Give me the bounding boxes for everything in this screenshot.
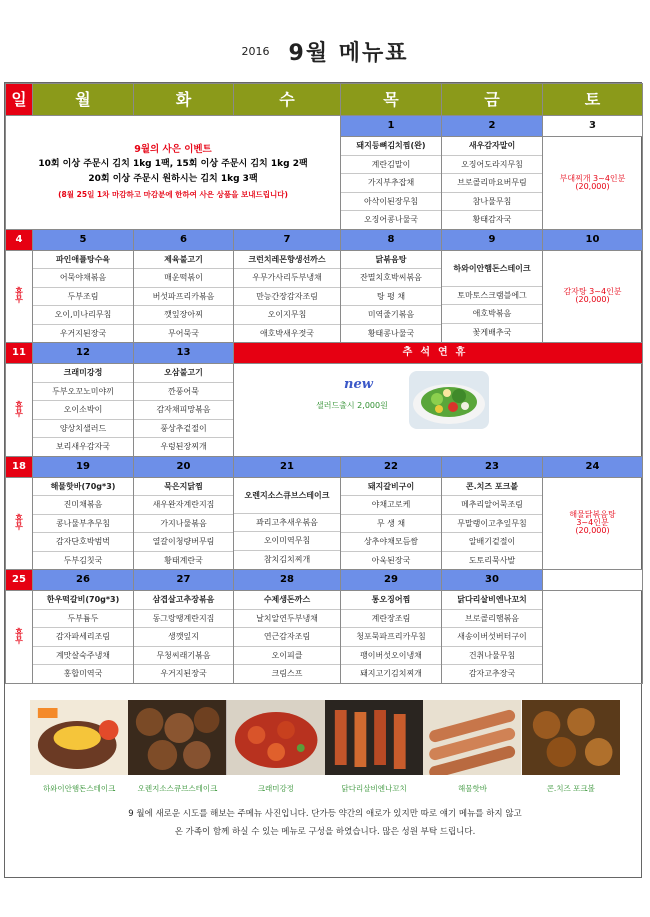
week3-dates [6,343,643,364]
sat-special: 부대찌개 3~4인분 (20,000) [543,137,643,230]
salad-price: 샐러드출시 2,000원 [316,401,388,410]
menu-list: 돼지갈비구이 야채고로케 무 생 채 상추야채모듬쌈 아욱된장국 [341,478,441,570]
date-24: 24 [543,456,643,477]
notice-line1: 9 월에 새로운 시도를 해보는 주메뉴 사진입니다. 단가등 약간의 애로가 있지만 따로 얘기 메뉴를 하지 않고 [128,809,522,819]
date-12: 12 [33,343,134,364]
food-photo [522,700,620,775]
day-wed: 수 [234,84,341,116]
photo-caption: 닭다리살비엔나꼬치 [341,784,407,793]
holiday-label: 휴 무 [6,591,33,684]
holiday-label: 휴 무 [6,477,33,570]
date-23: 23 [442,456,543,477]
day-fri: 금 [442,84,543,116]
photo-caption: 오렌지소스큐브스테이크 [137,784,218,793]
weekday-header [6,84,643,116]
menu-list: 삼겹살고추장볶음 동그랑땡계란지짐 생깻잎지 무청씨래기볶음 우거지된장국 [134,591,233,683]
date-29: 29 [341,570,442,591]
food-photo [227,700,325,775]
menu-list: 크래미강정 두부오꼬노미야끼 오이소박이 양상치샐러드 보리새우감자국 [33,364,133,456]
holiday-label: 휴 무 [6,250,33,343]
menu-list: 수제생돈까스 날치알연두부냉채 연근감자조림 오이피클 크림스프 [234,591,340,683]
week5-dates [6,570,643,591]
menu-list: 새우감자말이 오징어도라지무침 브로콜리마요버무림 참나물무침 황태감자국 [442,137,542,229]
week4-menus [6,477,643,570]
page-header [0,36,650,67]
date-5: 5 [33,229,134,250]
photo-caption: 크래미강정 [257,784,294,793]
chuseok-banner: 추석연휴 [234,343,643,364]
food-photo [423,700,521,775]
menu-calendar [5,83,643,684]
sat-special: 감자탕 3~4인분 (20,000) [543,250,643,343]
date-1: 1 [341,116,442,137]
date-6: 6 [134,229,234,250]
date-2: 2 [442,116,543,137]
menu-list: 닭볶음탕 잔멸치호박씨볶음 탕 평 채 미역줄기볶음 황태콩나물국 [341,251,441,343]
date-21: 21 [234,456,341,477]
week3-menus [6,364,643,457]
date-19: 19 [33,456,134,477]
empty-cell [543,570,643,591]
day-sun: 일 [6,84,33,116]
date-18: 18 [6,456,33,477]
week4-dates [6,456,643,477]
menu-list: 크런치레몬향생선까스 우무가사리두부냉채 만능간장감자조림 오이지무침 애호박새우젓국 [234,251,340,343]
salad-promo [234,364,642,442]
date-8: 8 [341,229,442,250]
week2-dates [6,229,643,250]
year: 2016 [241,45,270,58]
food-photo [128,700,226,775]
food-photo [325,700,423,775]
event-box [6,116,341,230]
date-13: 13 [134,343,234,364]
event-line1: 10회 이상 주문시 김치 1kg 1팩, 15회 이상 주문시 김치 1kg 2팩 [38,159,308,170]
week2-menus [6,250,643,343]
date-7: 7 [234,229,341,250]
date-9: 9 [442,229,543,250]
event-line2: 20회 이상 주문시 원하시는 김치 1kg 3팩 [88,174,258,185]
date-30: 30 [442,570,543,591]
menu-list: 돼지등뼈김치찜(완) 계란김말이 가지부추잡채 아삭이된장무침 오징어콩나물국 [341,137,441,229]
date-11: 11 [6,343,33,364]
date-25: 25 [6,570,33,591]
day-thu: 목 [341,84,442,116]
date-4: 4 [6,229,33,250]
date-28: 28 [234,570,341,591]
menu-list: 통오징어찜 계란장조림 청포묵파프리카무침 팽이버섯오이냉채 돼지고기김치찌개 [341,591,441,683]
menu-list: 제육불고기 매운떡볶이 버섯파프리카볶음 깻잎장아찌 무어묵국 [134,251,233,343]
menu-list: 오삼불고기 깐풍어묵 감자채피망볶음 풍상추겉절이 우렁된장찌개 [134,364,233,456]
date-20: 20 [134,456,234,477]
empty-cell [543,591,643,684]
holiday-label: 휴 무 [6,364,33,457]
menu-list: 오렌지소스큐브스테이크 꽈리고추새우볶음 오이미역무침 참치김치찌개 [234,478,340,569]
photo-captions [30,783,620,794]
menu-list: 묵은지닭찜 새우완자계란지짐 가지나물볶음 열갈이청량버무림 황태계란국 [134,478,233,570]
photo-caption: 콘.치즈 포크볼 [546,784,595,793]
salad-image [409,371,489,429]
menu-list: 콘.치즈 포크볼 메추리알어묵조림 무말랭이고추잎무침 알배기겉절이 도토리묵사발 [442,478,542,570]
notice [40,805,610,841]
event-title: 9월의 사은 이벤트 [134,144,212,156]
date-22: 22 [341,456,442,477]
photo-caption: 해물핫바 [457,784,487,793]
photo-caption: 하와이안햄돈스테이크 [42,784,116,793]
menu-list: 닭다리살비엔나꼬치 브로콜리햄볶음 새송이버섯버터구이 건취나물무침 감자고추장국 [442,591,542,683]
photo-strip [30,700,620,794]
date-27: 27 [134,570,234,591]
food-photo [30,700,128,775]
menu-list: 파인애플탕수육 어묵야채볶음 두부조림 오이,미나리무침 우거지된장국 [33,251,133,343]
day-sat: 토 [543,84,643,116]
page-title: 9월 메뉴표 [288,41,409,66]
menu-list: 해물핫바(70g*3) 진미채볶음 콩나물부추무침 감자단호박범벅 두부김칫국 [33,478,133,570]
day-tue: 화 [134,84,234,116]
week5-menus [6,591,643,684]
day-mon: 월 [33,84,134,116]
date-10: 10 [543,229,643,250]
date-26: 26 [33,570,134,591]
menu-list: 하와이안햄돈스테이크 토마토스크램블에그 애호박볶음 꽃게배추국 [442,251,542,342]
new-label: new [344,377,373,392]
event-note: (8월 25일 1차 마감하고 마감분에 한하여 사은 상품을 보내드립니다) [58,190,288,200]
notice-line2: 온 가족이 함께 하실 수 있는 메뉴로 구성을 하였습니다. 많은 성원 부탁 드립니다. [174,827,476,837]
sat-special: 해물닭볶음탕 3~4인분 (20,000) [543,477,643,570]
date-3: 3 [543,116,643,137]
menu-list: 한우떡갈비(70g*3) 두부튬두 감자파세리조림 계맛살숙주냉채 홍합미역국 [33,591,133,683]
week1-dates [6,116,643,137]
